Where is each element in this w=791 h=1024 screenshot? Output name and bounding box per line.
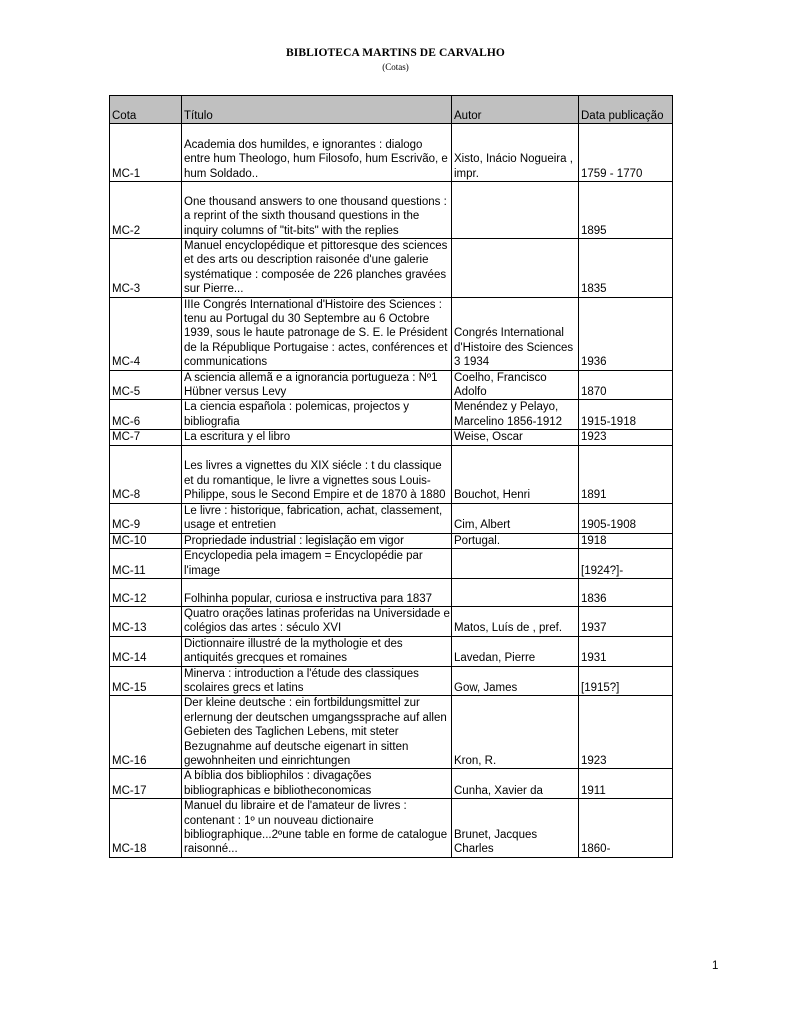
catalog-body [110,124,673,858]
cell-cota: MC-8 [110,445,182,503]
cell-titulo: A bíblia dos bibliophilos : divagações bibliographicas e bibliotheconomicas [182,769,452,799]
cell-cota: MC-13 [110,606,182,636]
cell-titulo: Folhinha popular, curiosa e instructiva para 1837 [182,578,452,606]
cell-cota: MC-2 [110,182,182,239]
cell-cota: MC-14 [110,636,182,666]
cell-titulo: Manuel du libraire et de l'amateur de livres : contenant : 1º un nouveau dictionaire bibliographique...2ºune table en forme de catalogue raisonné... [182,799,452,858]
table-row [110,548,673,578]
cell-cota: MC-17 [110,769,182,799]
cell-data: 1905-1908 [579,503,673,533]
table-row [110,503,673,533]
cell-cota: MC-10 [110,533,182,548]
column-header-cota: Cota [110,96,182,124]
cell-data: 1891 [579,445,673,503]
page-title: BIBLIOTECA MARTINS DE CARVALHO [286,47,505,59]
cell-cota: MC-9 [110,503,182,533]
cell-data: 1923 [579,696,673,769]
table-row [110,239,673,298]
cell-autor: Coelho, Francisco Adolfo [452,370,579,400]
cell-titulo: Academia dos humildes, e ignorantes : dialogo entre hum Theologo, hum Filosofo, hum Escrivão, e hum Soldado.. [182,124,452,182]
cell-autor: Portugal. [452,533,579,548]
cell-cota: MC-15 [110,666,182,696]
table-row [110,666,673,696]
cell-titulo: Le livre : historique, fabrication, achat, classement, usage et entretien [182,503,452,533]
cell-data: 1915-1918 [579,400,673,430]
cell-cota: MC-7 [110,430,182,445]
cell-titulo: One thousand answers to one thousand questions : a reprint of the sixth thousand questions in the inquiry columns of "tit-bits" with the replies [182,182,452,239]
cell-data: 1937 [579,606,673,636]
cell-cota: MC-18 [110,799,182,858]
cell-data: 1895 [579,182,673,239]
cell-cota: MC-6 [110,400,182,430]
cell-data: [1924?]- [579,548,673,578]
cell-titulo: Encyclopedia pela imagem = Encyclopédie par l'image [182,548,452,578]
cell-titulo: Quatro orações latinas proferidas na Universidade e colégios das artes : século XVI [182,606,452,636]
cell-cota: MC-4 [110,297,182,370]
cell-data: 1860- [579,799,673,858]
table-row [110,606,673,636]
page-subtitle: (Cotas) [382,62,409,72]
cell-data: 1759 - 1770 [579,124,673,182]
cell-titulo: Der kleine deutsche : ein fortbildungsmittel zur erlernung der deutschen umgangssprache auf allen Gebieten des Taglichen Lebens, mit steter Bezugnahme auf deutsche eigenart in sitten gewohnheiten und einrichtungen [182,696,452,769]
table-row [110,400,673,430]
table-row [110,445,673,503]
table-row [110,124,673,182]
cell-autor: Cim, Albert [452,503,579,533]
table-row [110,636,673,666]
cell-data: 1911 [579,769,673,799]
cell-titulo: La ciencia española : polemicas, projectos y bibliografia [182,400,452,430]
cell-autor [452,578,579,606]
cell-autor [452,548,579,578]
table-row [110,430,673,445]
column-header-autor: Autor [452,96,579,124]
cell-data: 1870 [579,370,673,400]
cell-data: 1931 [579,636,673,666]
cell-titulo: La escritura y el libro [182,430,452,445]
table-row [110,370,673,400]
cell-titulo: Manuel encyclopédique et pittoresque des sciences et des arts ou description raisonée d'une galerie systématique : composée de 226 planches gravées sur Pierre... [182,239,452,298]
cell-autor: Bouchot, Henri [452,445,579,503]
cell-autor: Brunet, Jacques Charles [452,799,579,858]
table-row [110,297,673,370]
cell-data: 1918 [579,533,673,548]
cell-autor [452,182,579,239]
cell-data: 1923 [579,430,673,445]
cell-data: [1915?] [579,666,673,696]
cell-autor: Xisto, Inácio Nogueira , impr. [452,124,579,182]
table-header-row [110,96,673,124]
cell-autor: Kron, R. [452,696,579,769]
column-header-data: Data publicação [579,96,673,124]
cell-data: 1836 [579,578,673,606]
cell-titulo: IIIe Congrés International d'Histoire des Sciences : tenu au Portugal du 30 Septembre au 6 Octobre 1939, sous le haute patronage de S. E. le Président de la République Portugaise : actes, conférences et communications [182,297,452,370]
cell-autor: Menéndez y Pelayo, Marcelino 1856-1912 [452,400,579,430]
table-row [110,696,673,769]
cell-data: 1835 [579,239,673,298]
table-row [110,578,673,606]
cell-cota: MC-12 [110,578,182,606]
catalog-table [109,95,673,858]
column-header-titulo: Título [182,96,452,124]
cell-data: 1936 [579,297,673,370]
table-row [110,799,673,858]
cell-titulo: Dictionnaire illustré de la mythologie et des antiquités grecques et romaines [182,636,452,666]
cell-cota: MC-16 [110,696,182,769]
cell-autor: Gow, James [452,666,579,696]
cell-autor: Congrés International d'Histoire des Sciences 3 1934 [452,297,579,370]
cell-cota: MC-5 [110,370,182,400]
cell-titulo: Les livres a vignettes du XIX siécle : t du classique et du romantique, le livre a vignettes sous Louis-Philippe, sous le Second Empire et de 1870 à 1880 [182,445,452,503]
cell-titulo: Minerva : introduction a l'étude des classiques scolaires grecs et latins [182,666,452,696]
cell-cota: MC-1 [110,124,182,182]
cell-autor: Lavedan, Pierre [452,636,579,666]
table-row [110,533,673,548]
cell-autor: Cunha, Xavier da [452,769,579,799]
table-row [110,769,673,799]
cell-cota: MC-3 [110,239,182,298]
cell-autor: Matos, Luís de , pref. [452,606,579,636]
page-number: 1 [712,960,719,972]
cell-autor: Weise, Oscar [452,430,579,445]
table-row [110,182,673,239]
cell-cota: MC-11 [110,548,182,578]
cell-titulo: Propriedade industrial : legislação em vigor [182,533,452,548]
cell-titulo: A sciencia allemã e a ignorancia portugueza : Nº1 Hübner versus Levy [182,370,452,400]
cell-autor [452,239,579,298]
